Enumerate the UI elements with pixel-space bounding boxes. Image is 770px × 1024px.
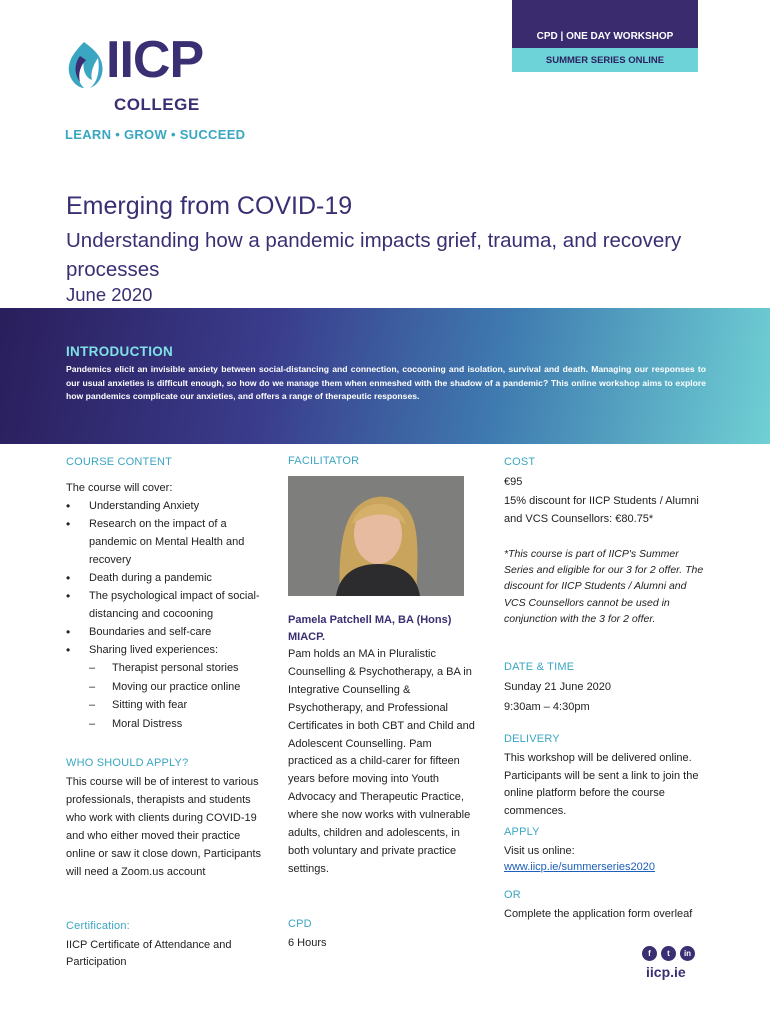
apply-text: Visit us online: xyxy=(504,845,575,857)
page-date: June 2020 xyxy=(66,284,153,305)
list-item: • Research on the impact of a pandemic on Mental Health and recovery xyxy=(66,515,271,569)
twitter-icon[interactable]: t xyxy=(661,946,676,961)
datetime-time: 9:30am – 4:30pm xyxy=(504,701,590,713)
datetime-heading: DATE & TIME xyxy=(504,661,575,673)
cost-heading: COST xyxy=(504,456,536,468)
cert-text: IICP Certificate of Attendance and Participation xyxy=(66,939,232,968)
tagline: LEARN • GROW • SUCCEED xyxy=(65,127,246,142)
cost-note: *This course is part of IICP's Summer Series and eligible for our 3 for 2 offer. The discount for IICP Students / Alumni and VCS Counsellors cannot be used in conjunction with the 3 for 2 offer. xyxy=(504,548,704,625)
facilitator-heading: FACILITATOR xyxy=(288,455,360,467)
facilitator-bio: Pam holds an MA in Pluralistic Counselling & Psychotherapy, a BA in Integrative Counselling & Psychotherapy, and Professional Certificates in both CBT and Child and Adolescent Counselling. Pam practiced as a child-carer for fifteen years before moving into Youth Advocacy and Therapeutic Practice, where she now works with vulnerable adults, children and adolescents, in both voluntary and private practice settings. xyxy=(288,648,475,875)
course-heading: COURSE CONTENT xyxy=(66,456,173,468)
who-text: This course will be of interest to various professionals, therapists and students who work with clients during COVID-19 and who either moved their practice online or saw it close down, Participants will need a Zoom.us account xyxy=(66,776,262,878)
list-item: – Sitting with fear xyxy=(66,696,271,715)
intro-heading: INTRODUCTION xyxy=(66,344,174,359)
facebook-icon[interactable]: f xyxy=(642,946,657,961)
portrait-image xyxy=(288,476,464,596)
cert-heading: Certification: xyxy=(66,920,130,932)
delivery-text: This workshop will be delivered online. Participants will be sent a link to join the online platform before the course commences. xyxy=(504,752,699,817)
list-item: • The psychological impact of social-distancing and cocooning xyxy=(66,587,271,623)
or-heading: OR xyxy=(504,889,521,901)
facilitator-photo xyxy=(288,476,464,596)
delivery-heading: DELIVERY xyxy=(504,733,560,745)
linkedin-icon[interactable]: in xyxy=(680,946,695,961)
workshop-type-tab: CPD | ONE DAY WORKSHOP xyxy=(512,0,698,48)
website-url[interactable]: iicp.ie xyxy=(646,964,686,980)
series-tab: SUMMER SERIES ONLINE xyxy=(512,48,698,72)
list-item: • Death during a pandemic xyxy=(66,569,271,587)
list-item: • Boundaries and self-care xyxy=(66,623,271,641)
course-sub-bullets xyxy=(66,659,271,733)
list-item: • Sharing lived experiences: xyxy=(66,641,271,659)
page-subtitle: Understanding how a pandemic impacts grief, trauma, and recovery processes xyxy=(66,229,682,281)
cpd-heading: CPD xyxy=(288,918,312,930)
logo-name: IICP xyxy=(106,31,204,89)
apply-alt-text: Complete the application form overleaf xyxy=(504,908,693,920)
intro-text: Pandemics elicit an invisible anxiety between social-distancing and connection, cocooning and isolation, survival and death. Managing our responses to our usual anxieties is difficult enough, so how do we manage them when enmeshed with the shadow of a pandemic? This online workshop aims to explore how pandemics complicate our anxieties, and offers a range of therapeutic responses. xyxy=(66,364,706,401)
who-heading: WHO SHOULD APPLY? xyxy=(66,757,189,769)
page-title: Emerging from COVID-19 xyxy=(66,192,353,220)
logo-sub: COLLEGE xyxy=(114,95,200,114)
cost-price: €95 xyxy=(504,476,523,488)
list-item: – Moral Distress xyxy=(66,715,271,734)
list-item: – Therapist personal stories xyxy=(66,659,271,678)
datetime-day: Sunday 21 June 2020 xyxy=(504,681,612,693)
apply-link[interactable]: www.iicp.ie/summerseries2020 xyxy=(504,861,655,873)
list-item: – Moving our practice online xyxy=(66,678,271,697)
flame-logo-icon xyxy=(64,40,104,90)
cpd-text: 6 Hours xyxy=(288,937,327,949)
course-bullets xyxy=(66,497,271,659)
course-intro: The course will cover: xyxy=(66,482,173,494)
list-item: • Understanding Anxiety xyxy=(66,497,271,515)
apply-heading: APPLY xyxy=(504,826,540,838)
course-content xyxy=(66,479,271,733)
facilitator-name: Pamela Patchell MA, BA (Hons) MIACP. xyxy=(288,614,452,643)
cost-discount: 15% discount for IICP Students / Alumni and VCS Counsellors: €80.75* xyxy=(504,495,699,525)
